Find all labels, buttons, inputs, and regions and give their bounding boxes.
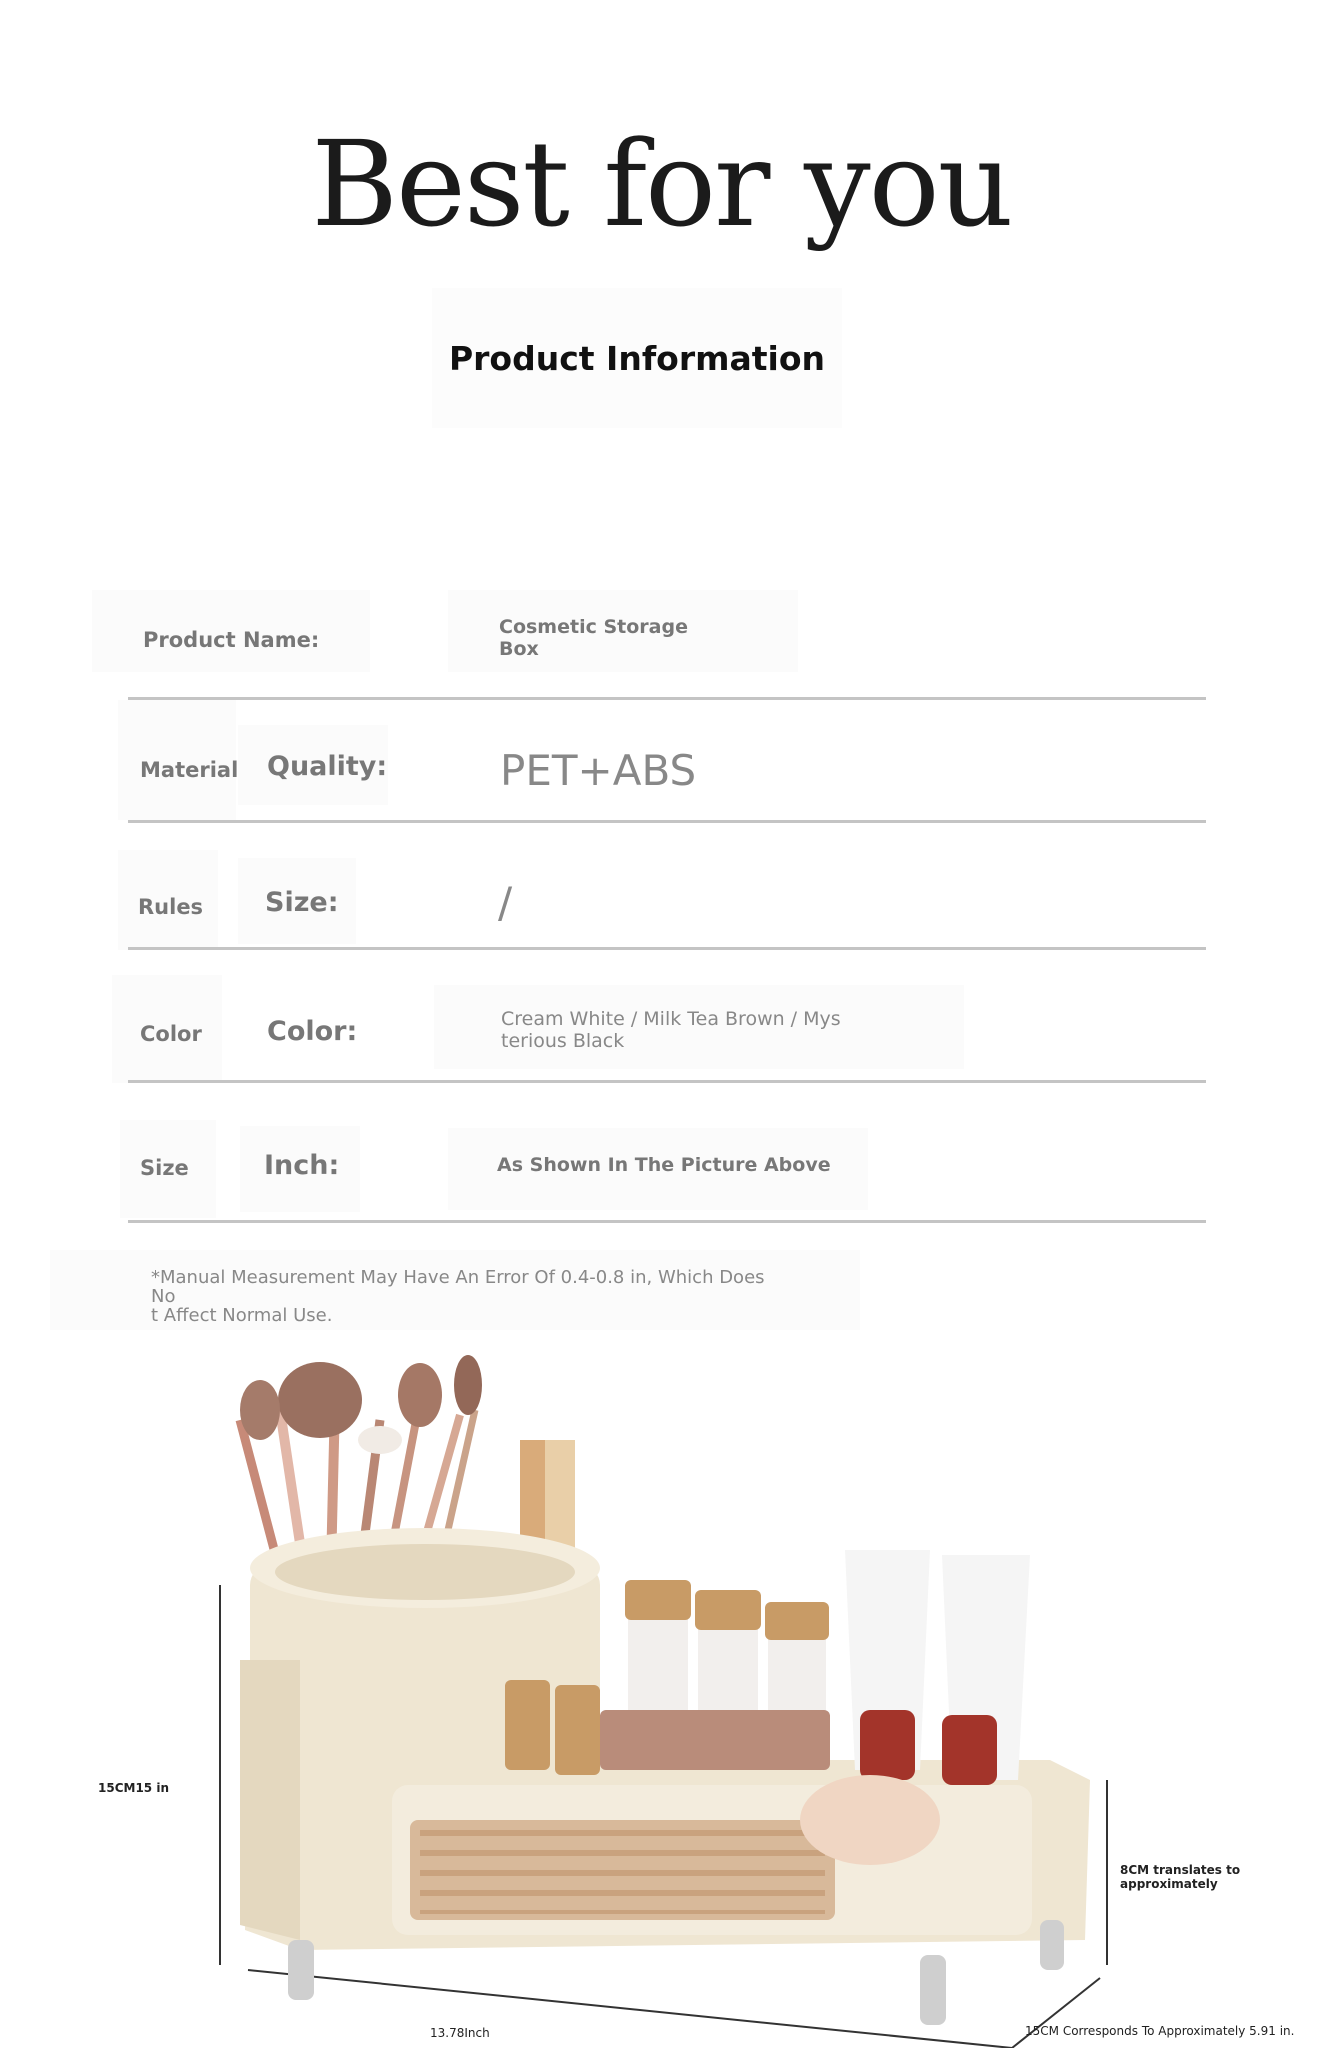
width-dimension-line xyxy=(248,1970,1012,2048)
product-name-label: Product Name: xyxy=(143,628,320,652)
divider xyxy=(128,820,1206,823)
quality-label: Quality: xyxy=(267,751,388,782)
rules-cn-label: Rules xyxy=(138,895,204,919)
tray-leg xyxy=(288,1940,314,2000)
inch-label: Inch: xyxy=(264,1150,340,1181)
size-cn-label: Size xyxy=(140,1156,189,1180)
inch-value: As Shown In The Picture Above xyxy=(497,1154,831,1176)
material-cn-label: Material xyxy=(140,758,239,782)
size-value: / xyxy=(498,878,513,927)
tray-leg xyxy=(920,1955,946,2025)
width-dimension-label: 13.78Inch xyxy=(430,2026,490,2040)
divider xyxy=(128,1220,1206,1223)
color-value: Cream White / Milk Tea Brown / Mys terious Black xyxy=(501,1008,841,1052)
divider xyxy=(128,697,1206,700)
divider xyxy=(128,1080,1206,1083)
divider xyxy=(128,947,1206,950)
depth-dimension-label: 8CM translates to approximately xyxy=(1120,1863,1241,1891)
hero-title: Best for you xyxy=(311,115,1012,253)
product-name-value: Cosmetic Storage Box xyxy=(499,616,688,660)
size-label: Size: xyxy=(265,887,339,918)
color-label: Color: xyxy=(267,1016,358,1047)
section-title: Product Information xyxy=(432,288,842,428)
tray-leg xyxy=(1040,1920,1064,1970)
product-image xyxy=(0,1340,1323,2048)
length-dimension-label: 15CM Corresponds To Approximately 5.91 in. xyxy=(1025,2024,1295,2038)
height-dimension-label: 15CM15 in xyxy=(98,1781,169,1795)
measurement-note: *Manual Measurement May Have An Error Of 0.4-0.8 in, Which Does No t Affect Normal Use. xyxy=(151,1267,765,1326)
color-cn-label: Color xyxy=(140,1022,202,1046)
quality-value: PET+ABS xyxy=(500,746,697,795)
